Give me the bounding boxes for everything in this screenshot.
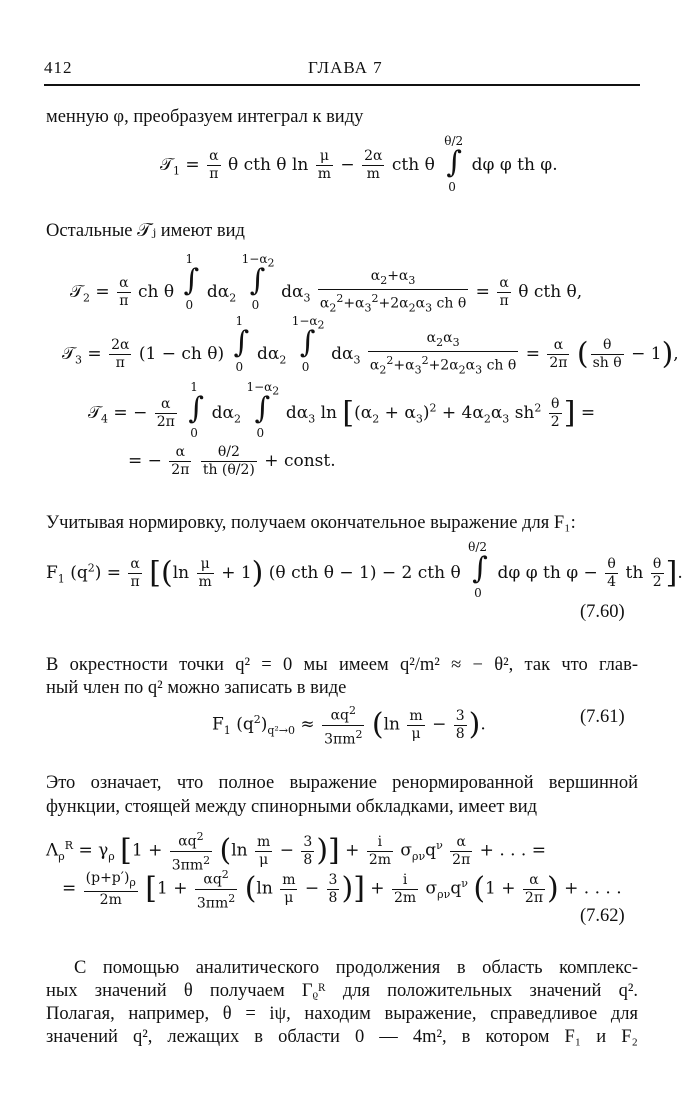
paragraph-continuation-line3: Полагая, например, θ = iψ, находим выражение, справедливое для bbox=[46, 1004, 638, 1024]
chapter-title: ГЛАВА 7 bbox=[308, 58, 383, 77]
equation-7-60: $F_1$ $(q^2)$ = $\frac{\alpha}{\pi}$ [(ln $\frac{\mu}{m}$ + 1) (θ cth θ − 1) − 2 cth θ θ/2 ∫ 0 dφ φ th φ − $\frac{\theta}{4}$ th $\frac{\theta}{2}$ ]. bbox=[46, 540, 683, 600]
equation-7-62-line2: = $\frac{(p+p')_\rho}{2m}$ [1 + $\frac{\alpha q^2}{3\pi m^2}$ (ln $\frac{m}{\mu}$ − $\frac{3}{8}$ )] + $\frac{i}{2m}$ $\sigma_{\rho\nu}q^\nu$ (1 + $\frac{\alpha}{2\pi}$ ) + . . . . bbox=[62, 868, 622, 912]
equation-T4-line1: 𝒯$_4$ = − $\frac{\alpha}{2\pi}$ 1 ∫ 0 $d\alpha_2$ $1-\alpha_2$ ∫ 0 $d\alpha_3$ $\ln [(\alpha_2 + \alpha_3)^2 + 4\alpha_2\alpha_3$ $sh^2$ $\frac{\theta}{2}$ ] = bbox=[88, 380, 596, 440]
paragraph-continuation-line4: значений q², лежащих в области 0 — 4m², в котором F₁ и F₂ bbox=[46, 1027, 638, 1047]
paragraph-continuation-line1: С помощью аналитического продолжения в область комплекс- bbox=[74, 958, 638, 978]
paragraph-neighborhood-line2: ный член по q² можно записать в виде bbox=[46, 678, 347, 698]
paragraph-neighborhood-line1: В окрестности точки q² = 0 мы имеем q²/m² ≈ − θ², так что глав- bbox=[46, 655, 638, 675]
paragraph-normalization: Учитывая нормировку, получаем окончательное выражение для F₁: bbox=[46, 513, 576, 533]
paragraph-intro: менную φ, преобразуем интеграл к виду bbox=[46, 107, 364, 127]
equation-number-7-61: (7.61) bbox=[580, 707, 625, 727]
equation-T3: 𝒯$_3$ = $\frac{2\alpha}{\pi}$ (1 − ch θ) 1 ∫ 0 $d\alpha_2$ $1-\alpha_2$ ∫ 0 $d\alpha_3$ $\frac{\alpha_2\alpha_3}{\alpha_2^2+\alpha_3^2+2\alpha_2\alpha_3 ch \theta}$ = $\frac{\alpha}{2\pi}$ ( $\frac{\theta}{\text{sh θ}}$ − 1), bbox=[62, 314, 679, 377]
paragraph-vertex-line2: функции, стоящей между спинорными обкладками, имеет вид bbox=[46, 797, 538, 817]
equation-T2: 𝒯$_2$ = $\frac{\alpha}{\pi}$ ch θ 1 ∫ 0 $d\alpha_2$ $1-\alpha_2$ ∫ 0 $d\alpha_3$ $\frac{\alpha_2+\alpha_3}{\alpha_2^2+\alpha_3^2+2\alpha_2\alpha_3 ch \theta}$ = $\frac{\alpha}{\pi}$ θ cth θ, bbox=[70, 252, 583, 315]
paragraph-vertex-line1: Это означает, что полное выражение ренормированной вершинной bbox=[46, 773, 638, 793]
header-rule bbox=[44, 84, 640, 86]
page-number: 412 bbox=[44, 58, 73, 77]
equation-number-7-60: (7.60) bbox=[580, 602, 625, 622]
equation-number-7-62: (7.62) bbox=[580, 906, 625, 926]
equation-7-62-line1: $\Lambda_\rho^R = \gamma_\rho$ [1 + $\frac{\alpha q^2}{3\pi m^2}$ (ln $\frac{m}{\mu}$ − $\frac{3}{8}$ )] + $\frac{i}{2m}$ $\sigma_{\rho\nu}q^\nu$ $\frac{\alpha}{2\pi}$ + . . . = bbox=[46, 830, 546, 874]
equation-T4-line2: = − $\frac{\alpha}{2\pi}$ $\frac{\theta/2}{th (\theta/2)}$ + const. bbox=[128, 444, 336, 478]
equation-T1: 𝒯$_1$ = $\frac{\alpha}{\pi}$ θ cth θ ln $\frac{\mu}{m}$ − $\frac{2\alpha}{m}$ cth θ θ/2 ∫ 0 dφ φ th φ. bbox=[160, 134, 558, 194]
paragraph-others: Остальные 𝒯ⱼ имеют вид bbox=[46, 221, 245, 241]
equation-7-61: $F_1$ $(q^2)_{q^2\to 0}$ ≈ $\frac{\alpha q^2}{3\pi m^2}$ (ln $\frac{m}{\mu}$ − $\frac{3}{8}$ ). bbox=[212, 704, 486, 748]
paragraph-continuation-line2: ных значений θ получаем Γᵨᴿ для положительных значений q². bbox=[46, 981, 638, 1001]
